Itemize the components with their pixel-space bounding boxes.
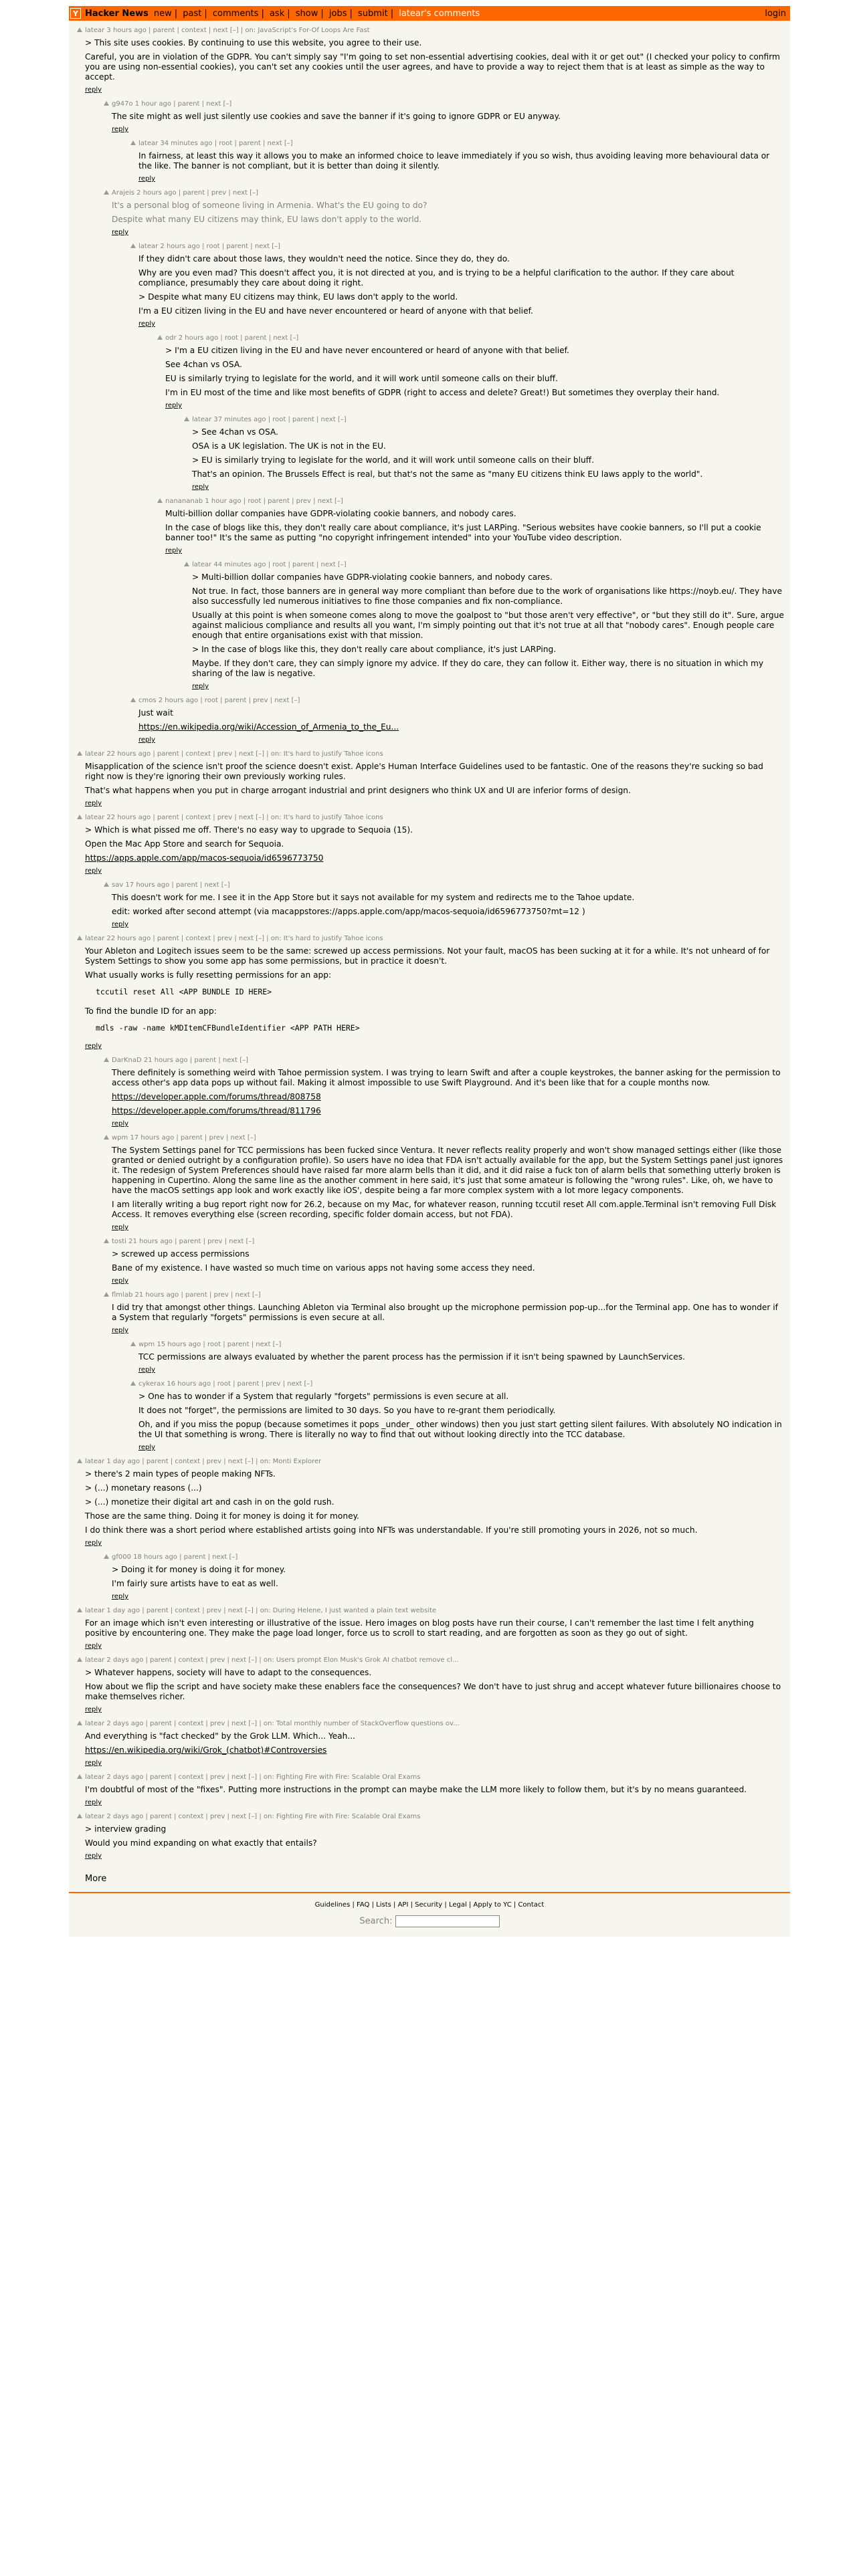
comment-text: For an image which isn't even interesting or illustrative of the issue. Hero images on blog posts have run their course, I can't remember the last time I felt anything positive by encountering one. They make the page load longer, force us to scroll to start reading, and are forgotten as soon as they go out of sight. bbox=[85, 1618, 754, 1638]
comment bbox=[85, 1457, 785, 1547]
comment-header[interactable]: g947o 1 hour ago | parent | next [–] bbox=[112, 100, 232, 108]
upvote-arrow-icon[interactable] bbox=[104, 1239, 109, 1243]
comment-text: I'm doubtful of most of the "fixes". Putting more instructions in the prompt can maybe make the LLM more likely to follow them, but it's by no means guaranteed. bbox=[85, 1785, 747, 1794]
comment-header[interactable]: Arajeis 2 hours ago | parent | prev | next [–] bbox=[112, 189, 259, 197]
reply-link[interactable]: reply bbox=[138, 1366, 156, 1374]
upvote-arrow-icon[interactable] bbox=[77, 1459, 82, 1463]
comment-text: I'm in EU most of the time and like most benefits of GDPR (right to access and delete? Great!) But sometimes they overplay their hand. bbox=[165, 388, 720, 397]
reply-link[interactable]: reply bbox=[138, 736, 156, 744]
comment bbox=[85, 1656, 785, 1713]
reply-link[interactable]: reply bbox=[85, 1799, 102, 1806]
reply-link[interactable]: reply bbox=[112, 1327, 129, 1334]
nav-submit[interactable]: submit bbox=[358, 8, 388, 19]
nav-new[interactable]: new bbox=[153, 8, 172, 19]
comment bbox=[138, 696, 785, 744]
comment bbox=[112, 1056, 785, 1128]
upvote-arrow-icon[interactable] bbox=[77, 27, 82, 32]
comment-text: mdls -raw -name kMDItemCFBundleIdentifier <APP PATH HERE> bbox=[96, 1023, 360, 1033]
comment-text: OSA is a UK legislation. The UK is not in the EU. bbox=[192, 441, 386, 451]
comment-text: The System Settings panel for TCC permissions has been fucked since Ventura. It never reflects reality properly and won't show managed settings either (like those granted or denied outright by a configuration profile). So users have no idea that FDA isn't actually available for the app, but the System Settings panel just ignores it. The redesign of System Preferences should have raised far more alarm bells than it did, and it did raise a fuck ton of alarm bells that something utterly broken is happening in Cupertino. Along the same line as the another comment in here said, it's just that some amateur is following the "wrong rules". Like, oh, we have to have the macOS settings app look and work exactly like iOS', despite being a far more complex system with a lot more legacy components. bbox=[112, 1146, 783, 1195]
comment-text: What usually works is fully resetting permissions for an app: bbox=[85, 970, 332, 980]
comment-text: > there's 2 main types of people making NFTs. bbox=[85, 1469, 276, 1479]
comment-text: In fairness, at least this way it allows you to make an informed choice to leave immediately if you so wish, thus avoiding leaving more behavioural data or the like. The banner is not compliant, but it is better than doing it silently. bbox=[138, 151, 770, 171]
reply-link[interactable]: reply bbox=[112, 921, 129, 928]
footer bbox=[69, 1892, 790, 1937]
reply-link[interactable]: reply bbox=[85, 1539, 102, 1547]
reply-link[interactable]: reply bbox=[85, 1642, 102, 1650]
upvote-arrow-icon[interactable] bbox=[104, 1057, 109, 1062]
comment-text: The site might as well just silently use cookies and save the banner if it's going to ignore GDPR or EU anyway. bbox=[112, 112, 561, 121]
reply-link[interactable]: reply bbox=[85, 1706, 102, 1713]
comment-header[interactable]: wpm 15 hours ago | root | parent | next [–] bbox=[138, 1341, 282, 1348]
upvote-arrow-icon[interactable] bbox=[130, 1381, 136, 1386]
comment-text: > interview grading bbox=[85, 1824, 167, 1834]
comment bbox=[192, 415, 785, 491]
footer-lists[interactable]: Lists bbox=[376, 1901, 391, 1909]
comment bbox=[138, 139, 785, 183]
comment-header[interactable]: latear 22 hours ago | parent | context | prev | next [–] | on: It's hard to justify Tahoe icons bbox=[85, 814, 383, 821]
reply-link[interactable]: reply bbox=[85, 800, 102, 807]
search-area bbox=[69, 1915, 790, 1927]
comment bbox=[112, 189, 785, 236]
upvote-arrow-icon[interactable] bbox=[184, 417, 189, 421]
upvote-arrow-icon[interactable] bbox=[77, 1608, 82, 1612]
comment-text: > Despite what many EU citizens may think, EU laws don't apply to the world. bbox=[138, 292, 458, 302]
comment-text: Open the Mac App Store and search for Sequoia. bbox=[85, 839, 284, 849]
comment-header[interactable]: nanananab 1 hour ago | root | parent | prev | next [–] bbox=[165, 498, 343, 505]
comment-text: > In the case of blogs like this, they don't really care about compliance, it's just LARPing. bbox=[192, 645, 557, 654]
comment-text: That's an opinion. The Brussels Effect is real, but that's not the same as "many EU citizens think EU laws apply to the world". bbox=[192, 469, 703, 479]
comment bbox=[85, 1812, 785, 1860]
upvote-arrow-icon[interactable] bbox=[130, 140, 136, 145]
comment-text: If they didn't care about those laws, they wouldn't need the notice. Since they do, they do. bbox=[138, 254, 510, 263]
comment-text: EU is similarly trying to legislate for the world, and it will work until someone calls on their bluff. bbox=[165, 374, 558, 383]
comment-text: Maybe. If they don't care, they can simply ignore my advice. If they do care, they can follow it. Either way, there is no situation in which my sharing of the law is negative. bbox=[192, 659, 764, 678]
comment-text: I'm a EU citizen living in the EU and have never encountered or heard of anyone with that belief. bbox=[138, 306, 533, 316]
comment bbox=[85, 750, 785, 807]
nav-past[interactable]: past bbox=[183, 8, 202, 19]
footer-security[interactable]: Security bbox=[415, 1901, 443, 1909]
reply-link[interactable]: reply bbox=[165, 547, 183, 554]
upvote-arrow-icon[interactable] bbox=[77, 1657, 82, 1662]
comment bbox=[85, 813, 785, 875]
comment-header[interactable]: latear 2 days ago | parent | context | prev | next [–] | on: Total monthly number of StackOverflow questions ov... bbox=[85, 1720, 460, 1727]
comment-link[interactable]: https://en.wikipedia.org/wiki/Grok_(chatbot)#Controversies bbox=[85, 1745, 327, 1755]
comment bbox=[112, 1553, 785, 1600]
upvote-arrow-icon[interactable] bbox=[157, 498, 163, 503]
comment-text: TCC permissions are always evaluated by whether the parent process has the permission if it isn't being spawned by LaunchServices. bbox=[138, 1352, 685, 1362]
comment-header[interactable]: flmlab 21 hours ago | parent | prev | next [–] bbox=[112, 1291, 261, 1299]
comment-text: Usually at this point is when someone comes along to move the goalpost to "but those aren't very effective", or "but they still do it". Sure, argue against malicious compliance and results all you want, I'm simply pointing out that it's not true at all that "nobody cares". Enough people care enough that entire organisations exist with that mission. bbox=[192, 611, 784, 640]
nav-comments[interactable]: comments bbox=[212, 8, 259, 19]
comment-text: Would you mind expanding on what exactly that entails? bbox=[85, 1838, 317, 1848]
upvote-arrow-icon[interactable] bbox=[130, 697, 136, 702]
upvote-arrow-icon[interactable] bbox=[157, 335, 163, 340]
comment-text: > Multi-billion dollar companies have GDPR-violating cookie banners, and nobody cares. bbox=[192, 572, 553, 582]
comment bbox=[192, 560, 785, 690]
comment-header[interactable]: latear 22 hours ago | parent | context | prev | next [–] | on: It's hard to justify Tahoe icons bbox=[85, 750, 383, 758]
comment-link[interactable]: https://en.wikipedia.org/wiki/Accession_of_Armenia_to_the_Eu... bbox=[138, 722, 399, 732]
upvote-arrow-icon[interactable] bbox=[104, 190, 109, 195]
comment-text: > This site uses cookies. By continuing to use this website, you agree to their use. bbox=[85, 38, 422, 47]
comment-text: Just wait bbox=[138, 708, 173, 718]
comment-header[interactable]: cykerax 16 hours ago | root | parent | prev | next [–] bbox=[138, 1380, 313, 1388]
comment-text: Those are the same thing. Doing it for money is doing it for money. bbox=[85, 1511, 359, 1521]
upvote-arrow-icon[interactable] bbox=[104, 1292, 109, 1297]
comment-header[interactable]: latear 2 days ago | parent | context | prev | next [–] | on: Users prompt Elon Musk's Grok AI chatbot remove cl... bbox=[85, 1656, 459, 1664]
search-label: Search: bbox=[359, 1916, 393, 1927]
comment-text: > EU is similarly trying to legislate for the world, and it will work until someone calls on their bluff. bbox=[192, 455, 594, 465]
upvote-arrow-icon[interactable] bbox=[77, 751, 82, 756]
footer-legal[interactable]: Legal bbox=[448, 1901, 467, 1909]
comment-text: I am literally writing a bug report right now for 26.2, because on my Mac, for whatever reason, running tccutil reset All com.apple.Terminal isn't removing Full Disk Access. It removes everything else (screen recording, specific folder domain access, but not FDA). bbox=[112, 1200, 777, 1219]
comment bbox=[112, 1134, 785, 1231]
comment-header[interactable]: latear 1 day ago | parent | context | prev | next [–] | on: Monti Explorer bbox=[85, 1458, 322, 1465]
comment-text: This doesn't work for me. I see it in the App Store but it says not available for my system and redirects me to the Tahoe update. bbox=[112, 893, 635, 902]
reply-link[interactable]: reply bbox=[85, 1852, 102, 1860]
comment bbox=[165, 497, 785, 554]
footer-faq[interactable]: FAQ bbox=[357, 1901, 370, 1909]
comment-text: tccutil reset All <APP BUNDLE ID HERE> bbox=[96, 987, 272, 996]
upvote-arrow-icon[interactable] bbox=[104, 882, 109, 887]
comment bbox=[112, 1291, 785, 1334]
comment-header[interactable]: latear 34 minutes ago | root | parent | next [–] bbox=[138, 140, 293, 147]
nav-jobs[interactable]: jobs bbox=[328, 8, 347, 19]
reply-link[interactable]: reply bbox=[85, 86, 102, 94]
upvote-arrow-icon[interactable] bbox=[130, 243, 136, 248]
upvote-arrow-icon[interactable] bbox=[77, 1814, 82, 1818]
comment-header[interactable]: cmos 2 hours ago | root | parent | prev | next [–] bbox=[138, 697, 300, 704]
comment-text: To find the bundle ID for an app: bbox=[85, 1006, 217, 1016]
comment-header[interactable]: latear 37 minutes ago | root | parent | next [–] bbox=[192, 416, 347, 423]
top-bar bbox=[69, 6, 790, 21]
comment-text: It's a personal blog of someone living in Armenia. What's the EU going to do? bbox=[112, 201, 427, 210]
comment-header[interactable]: latear 22 hours ago | parent | context | prev | next [–] | on: It's hard to justify Tahoe icons bbox=[85, 935, 383, 942]
nav-show[interactable]: show bbox=[295, 8, 318, 19]
reply-link[interactable]: reply bbox=[165, 402, 183, 409]
more-link[interactable]: More bbox=[85, 1874, 107, 1884]
comment bbox=[138, 242, 785, 328]
comment-text: Despite what many EU citizens may think, EU laws don't apply to the world. bbox=[112, 215, 422, 224]
comment-header[interactable]: latear 2 days ago | parent | context | prev | next [–] | on: Fighting Fire with Fire: Scalable Oral Exams bbox=[85, 1774, 421, 1781]
comment bbox=[85, 934, 785, 1050]
comment-text: How about we flip the script and have society make these enablers face the consequences? We don't have to just shrug and accept whatever future billionaires choose to make themselves richer. bbox=[85, 1682, 781, 1701]
comment-link[interactable]: https://developer.apple.com/forums/thread/811796 bbox=[112, 1106, 321, 1115]
comment-header[interactable]: latear 2 days ago | parent | context | prev | next [–] | on: Fighting Fire with Fire: Scalable Oral Exams bbox=[85, 1813, 421, 1820]
comment-text: That's what happens when you put in charge arrogant industrial and print designers who think UX and UI are inferior forms of design. bbox=[85, 786, 631, 795]
comment-text: > One has to wonder if a System that regularly "forgets" permissions is even secure at all. bbox=[138, 1392, 509, 1401]
comment bbox=[112, 1237, 785, 1285]
footer-api[interactable]: API bbox=[397, 1901, 409, 1909]
reply-link[interactable]: reply bbox=[112, 1224, 129, 1231]
comment-text: I do think there was a short period where established artists going into NFTs was understandable. If you're still promoting yours in 2026, not so much. bbox=[85, 1525, 698, 1535]
comment-text: > Which is what pissed me off. There's no easy way to upgrade to Sequoia (15). bbox=[85, 825, 413, 835]
upvote-arrow-icon[interactable] bbox=[104, 101, 109, 106]
footer-guidelines[interactable]: Guidelines bbox=[314, 1901, 351, 1909]
comment-text: Why are you even mad? This doesn't affect you, it is not directed at you, and is trying to be a helpful clarification to the author. If they care about compliance, presumably they care about doing it right. bbox=[138, 268, 735, 288]
upvote-arrow-icon[interactable] bbox=[130, 1341, 136, 1346]
comment bbox=[85, 1773, 785, 1806]
comment-text: Oh, and if you miss the popup (because sometimes it pops _under_ other windows) then you just start getting silent failures. With absolutely NO indication in the UI that something is wrong. There is literally no way to find that out without looking directly into the TCC database. bbox=[138, 1420, 782, 1439]
comment-text: edit: worked after second attempt (via macappstores://apps.apple.com/app/macos-sequoia/id6596773750?mt=12 ) bbox=[112, 907, 585, 916]
comment-link[interactable]: https://apps.apple.com/app/macos-sequoia/id6596773750 bbox=[85, 853, 324, 863]
y-logo-icon[interactable]: Y bbox=[70, 8, 81, 19]
comment-header[interactable]: odr 2 hours ago | root | parent | next [–] bbox=[165, 334, 299, 342]
comment bbox=[138, 1340, 785, 1374]
comment-text: Bane of my existence. I have wasted so much time on various apps not having some access they need. bbox=[112, 1263, 535, 1273]
search-input[interactable] bbox=[395, 1915, 500, 1927]
comment-text: Careful, you are in violation of the GDPR. You can't simply say "I'm going to set non-essential advertising cookies, deal with it or get out" (I checked your policy to confirm you are using non-essential cookies), you can't set any cookies until the user agrees, and have to provide a way to reject them that is at least as simple as the way to accept. bbox=[85, 52, 780, 82]
comment-header[interactable]: gf000 18 hours ago | parent | next [–] bbox=[112, 1553, 238, 1561]
comment-text: I'm fairly sure artists have to eat as well. bbox=[112, 1579, 278, 1588]
comment-text: Your Ableton and Logitech issues seem to be the same: screwed up access permissions. Not your fault, macOS has been sucking at it for a while. It's not unheard of for System Settings to show you some app has some permissions, but in practice it doesn't. bbox=[85, 946, 770, 966]
nav-selected-page: latear's comments bbox=[399, 8, 480, 19]
comment-text: Not true. In fact, those banners are in general way more compliant than before due to the work of organisations like https://noyb.eu/. They have also successfully led numerous initiatives to fine those companies and fix non-compliance. bbox=[192, 586, 782, 606]
comment-text: > (...) monetize their digital art and cash in on the gold rush. bbox=[85, 1497, 335, 1507]
reply-link[interactable]: reply bbox=[112, 126, 129, 133]
comment-header[interactable]: sav 17 hours ago | parent | next [–] bbox=[112, 881, 230, 889]
comment bbox=[112, 100, 785, 133]
reply-link[interactable]: reply bbox=[192, 683, 209, 690]
upvote-arrow-icon[interactable] bbox=[104, 1135, 109, 1140]
comment-text: Misapplication of the science isn't proof the science doesn't exist. Apple's Human Interface Guidelines used to be fantastic. One of the reasons they're sucking so bad right now is they're ignoring their own previously working rules. bbox=[85, 762, 763, 781]
reply-link[interactable]: reply bbox=[112, 1593, 129, 1600]
comment-text: > (...) monetary reasons (...) bbox=[85, 1483, 202, 1493]
comment-header[interactable]: latear 44 minutes ago | root | parent | next [–] bbox=[192, 561, 347, 568]
comment-list bbox=[69, 21, 790, 1870]
nav-ask[interactable]: ask bbox=[269, 8, 285, 19]
comment bbox=[165, 334, 785, 409]
upvote-arrow-icon[interactable] bbox=[77, 1774, 82, 1779]
login-link[interactable]: login bbox=[765, 8, 786, 19]
footer-apply[interactable]: Apply to YC bbox=[473, 1901, 512, 1909]
reply-link[interactable]: reply bbox=[112, 229, 129, 236]
site-title[interactable]: Hacker News bbox=[85, 8, 149, 19]
reply-link[interactable]: reply bbox=[85, 867, 102, 875]
reply-link[interactable]: reply bbox=[138, 320, 156, 328]
reply-link[interactable]: reply bbox=[85, 1043, 102, 1050]
comment-text: And everything is "fact checked" by the Grok LLM. Which... Yeah... bbox=[85, 1731, 355, 1741]
comment-header[interactable]: wpm 17 hours ago | parent | prev | next [–] bbox=[112, 1134, 256, 1142]
footer-links: Guidelines | FAQ | Lists | API | Security | Legal | Apply to YC | Contact bbox=[314, 1901, 545, 1909]
upvote-arrow-icon[interactable] bbox=[184, 562, 189, 566]
comment bbox=[138, 1380, 785, 1451]
comment bbox=[112, 881, 785, 928]
upvote-arrow-icon[interactable] bbox=[77, 936, 82, 940]
comment-text: > screwed up access permissions bbox=[112, 1249, 250, 1259]
reply-link[interactable]: reply bbox=[138, 175, 156, 183]
upvote-arrow-icon[interactable] bbox=[77, 815, 82, 819]
comment-text: See 4chan vs OSA. bbox=[165, 360, 242, 369]
comment-text: > See 4chan vs OSA. bbox=[192, 427, 278, 437]
reply-link[interactable]: reply bbox=[192, 484, 209, 491]
reply-link[interactable]: reply bbox=[85, 1759, 102, 1767]
reply-link[interactable]: reply bbox=[138, 1444, 156, 1451]
comment-header[interactable]: latear 2 hours ago | root | parent | next [–] bbox=[138, 243, 280, 250]
comment bbox=[85, 1606, 785, 1650]
comment-header[interactable]: latear 1 day ago | parent | context | prev | next [–] | on: During Helene, I just wanted a plain text website bbox=[85, 1607, 437, 1614]
comment-text: In the case of blogs like this, they don't really care about compliance, it's just LARPing. "Serious websites have cookie banners, so I'll put a cookie banner too!" It's the same as putting "no copyright infringement intended" into your YouTube video description. bbox=[165, 523, 761, 542]
page-container bbox=[69, 6, 790, 1937]
upvote-arrow-icon[interactable] bbox=[77, 1721, 82, 1725]
comment-text: Multi-billion dollar companies have GDPR-violating cookie banners, and nobody cares. bbox=[165, 509, 516, 518]
nav-links: new | past | comments | ask | show | jobs | submit | latear's comments bbox=[153, 8, 480, 19]
comment-text: > Whatever happens, society will have to adapt to the consequences. bbox=[85, 1668, 372, 1677]
reply-link[interactable]: reply bbox=[112, 1277, 129, 1285]
comment-text: I did try that amongst other things. Launching Ableton via Terminal also brought up the microphone permission pop-up...for the Terminal app. One has to wonder if a System that regularly "forgets" permissions is even secure at all. bbox=[112, 1303, 778, 1322]
comment-header[interactable]: DarKnaD 21 hours ago | parent | next [–] bbox=[112, 1057, 248, 1064]
comment-header[interactable]: latear 3 hours ago | parent | context | next [–] | on: JavaScript's For-Of Loops Are Fast bbox=[85, 27, 370, 34]
comment-text: There definitely is something weird with Tahoe permission system. I was trying to learn Swift and after a couple keystrokes, the banner asking for the permission to access other's app data pops up without fail. Making it almost impossible to use Swift Playground. And it's been like that for a couple months now. bbox=[112, 1068, 781, 1087]
comment-link[interactable]: https://developer.apple.com/forums/thread/808758 bbox=[112, 1092, 321, 1101]
comment-text: > I'm a EU citizen living in the EU and have never encountered or heard of anyone with that belief. bbox=[165, 346, 569, 355]
comment-header[interactable]: tosti 21 hours ago | parent | prev | next [–] bbox=[112, 1238, 255, 1245]
footer-contact[interactable]: Contact bbox=[518, 1901, 545, 1909]
comment bbox=[85, 26, 785, 94]
comment bbox=[85, 1719, 785, 1767]
reply-link[interactable]: reply bbox=[112, 1120, 129, 1128]
comment-text: It does not "forget", the permissions are limited to 30 days. So you have to re-grant them periodically. bbox=[138, 1406, 556, 1415]
upvote-arrow-icon[interactable] bbox=[104, 1554, 109, 1559]
comment-text: > Doing it for money is doing it for money. bbox=[112, 1565, 286, 1574]
